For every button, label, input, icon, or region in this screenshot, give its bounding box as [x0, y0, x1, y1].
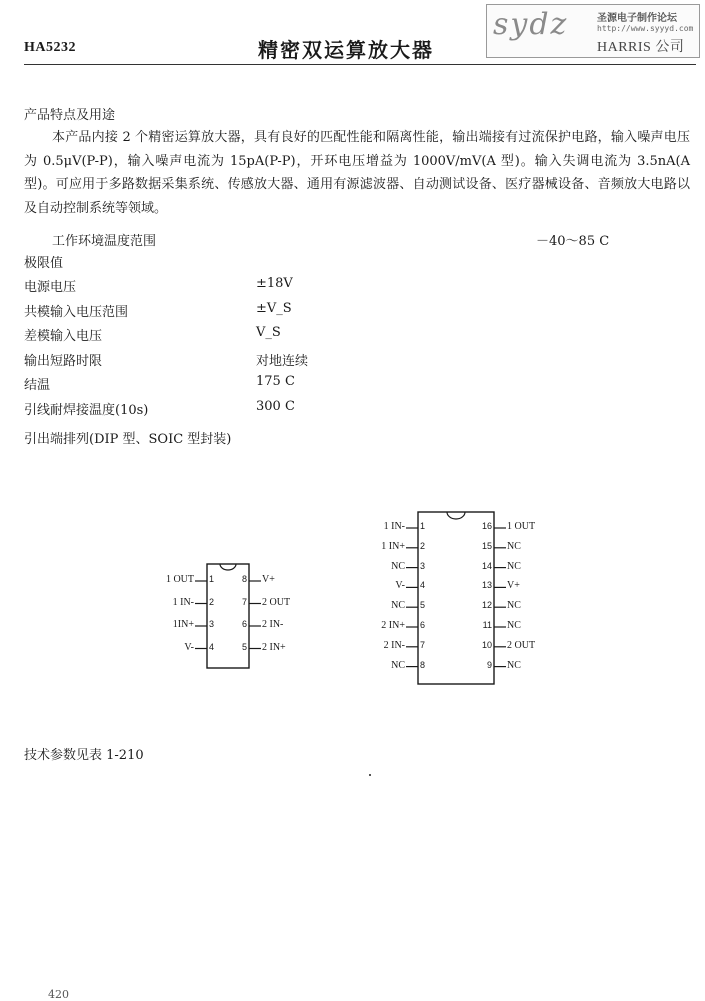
pin-name: 2 IN+ — [381, 620, 405, 631]
pin-name: V- — [184, 641, 194, 653]
pin-number: 16 — [481, 521, 492, 531]
pin-number: 14 — [481, 560, 492, 571]
pin-number: 4 — [420, 580, 426, 591]
pin-name: V+ — [262, 574, 275, 585]
rating-label: 引线耐焊接温度(10s) — [24, 402, 149, 418]
pin-name: NC — [507, 600, 521, 612]
scan-speck — [369, 774, 371, 776]
reference-note: 技术参数见表 1-210 — [24, 748, 144, 763]
pinout-heading: 引出端排列(DIP 型、SOIC 型封装) — [24, 432, 232, 447]
pin-name: NC — [391, 560, 405, 572]
features-heading: 产品特点及用途 — [24, 108, 116, 123]
pin-name: NC — [507, 659, 521, 671]
pin-name: 1 IN+ — [381, 540, 405, 552]
rating-label: 差模输入电压 — [24, 329, 103, 344]
rating-label: 电源电压 — [24, 280, 77, 295]
pin-number: 9 — [486, 659, 492, 670]
rating-value: V_S — [256, 325, 281, 340]
pin-number: 2 — [209, 596, 215, 607]
pin-name: NC — [507, 620, 521, 631]
rating-label: 共模输入电压范围 — [24, 304, 129, 320]
pin-name: 2 OUT — [262, 596, 291, 608]
pin-name: 2 IN+ — [262, 641, 286, 653]
pin-number: 3 — [209, 619, 215, 629]
pin-number: 8 — [420, 659, 426, 670]
pin-name: NC — [507, 560, 521, 572]
pin-number: 4 — [209, 641, 215, 652]
soic16-package — [406, 512, 506, 684]
pin-number: 5 — [420, 600, 426, 611]
pin-number: 6 — [241, 619, 247, 629]
ratings-heading: 极限值 — [24, 256, 64, 271]
rating-value: ±18V — [256, 276, 293, 291]
pin-number: 11 — [482, 620, 492, 630]
pin-number: 1 — [420, 521, 426, 531]
pin-number: 13 — [481, 580, 492, 591]
pin-number: 15 — [481, 540, 492, 551]
pin-name: 2 IN- — [383, 639, 405, 651]
pin-number: 8 — [241, 574, 247, 584]
logo-brand: HARRIS 公司 — [597, 40, 685, 55]
pin-name: 1 OUT — [507, 521, 536, 532]
rating-value: 300 C — [256, 398, 295, 414]
pin-name: V- — [395, 580, 405, 592]
pin-number: 1 — [209, 574, 215, 584]
pin-name: 1 IN- — [172, 596, 194, 608]
pin-number: 7 — [241, 596, 247, 607]
page-number: 420 — [48, 988, 69, 1001]
pin-number: 6 — [420, 620, 426, 630]
rating-value: 对地连续 — [256, 353, 309, 369]
rating-label: 结温 — [24, 378, 51, 393]
soic16-notch — [447, 512, 465, 519]
pin-name: 1 OUT — [165, 574, 194, 585]
pin-name: NC — [507, 540, 521, 552]
pin-name: 1 IN- — [383, 521, 405, 532]
operating-temp-label: 工作环境温度范围 — [52, 234, 157, 249]
soic16-body — [418, 512, 494, 684]
logo-url: http://www.syyyd.com — [597, 24, 694, 33]
operating-temp-value: －40～85 C — [536, 234, 610, 249]
features-paragraph: 本产品内接 2 个精密运算放大器，具有良好的匹配性能和隔离性能，输出端接有过流保护电路，输入噪声电压为 0.5μV(P-P)，输入噪声电流为 15pA(P-P)，开环电压增益为 1000V/mV(A 型)。输入失调电流为 3.5nA(A 型)。可应用于多路数据采集系统、传感放大器、通用有源滤波器、自动测试设备、医疗器械设备、音频放大电路以及自动控制系统等领域。 — [24, 130, 690, 216]
rating-label: 输出短路时限 — [24, 353, 103, 369]
pin-name: 1IN+ — [172, 619, 194, 630]
rating-value: ±V_S — [256, 300, 292, 316]
pin-number: 7 — [420, 639, 426, 650]
logo-site-name: 圣源电子制作论坛 — [597, 13, 677, 24]
pin-name: NC — [391, 600, 405, 612]
page-title: 精密双运算放大器 — [258, 38, 434, 62]
pin-number: 10 — [481, 639, 492, 650]
pin-number: 2 — [420, 540, 426, 551]
pin-name: V+ — [507, 580, 520, 592]
pin-name: NC — [391, 659, 405, 671]
pin-number: 12 — [481, 600, 492, 611]
logo-script: sydz — [493, 7, 569, 42]
pin-name: 2 OUT — [507, 639, 536, 651]
part-number: HA5232 — [24, 40, 76, 55]
pin-number: 3 — [420, 560, 426, 571]
pin-name: 2 IN- — [262, 619, 284, 630]
dip8-notch — [220, 564, 236, 570]
rating-value: 175 C — [256, 374, 295, 389]
pin-number: 5 — [241, 641, 247, 652]
